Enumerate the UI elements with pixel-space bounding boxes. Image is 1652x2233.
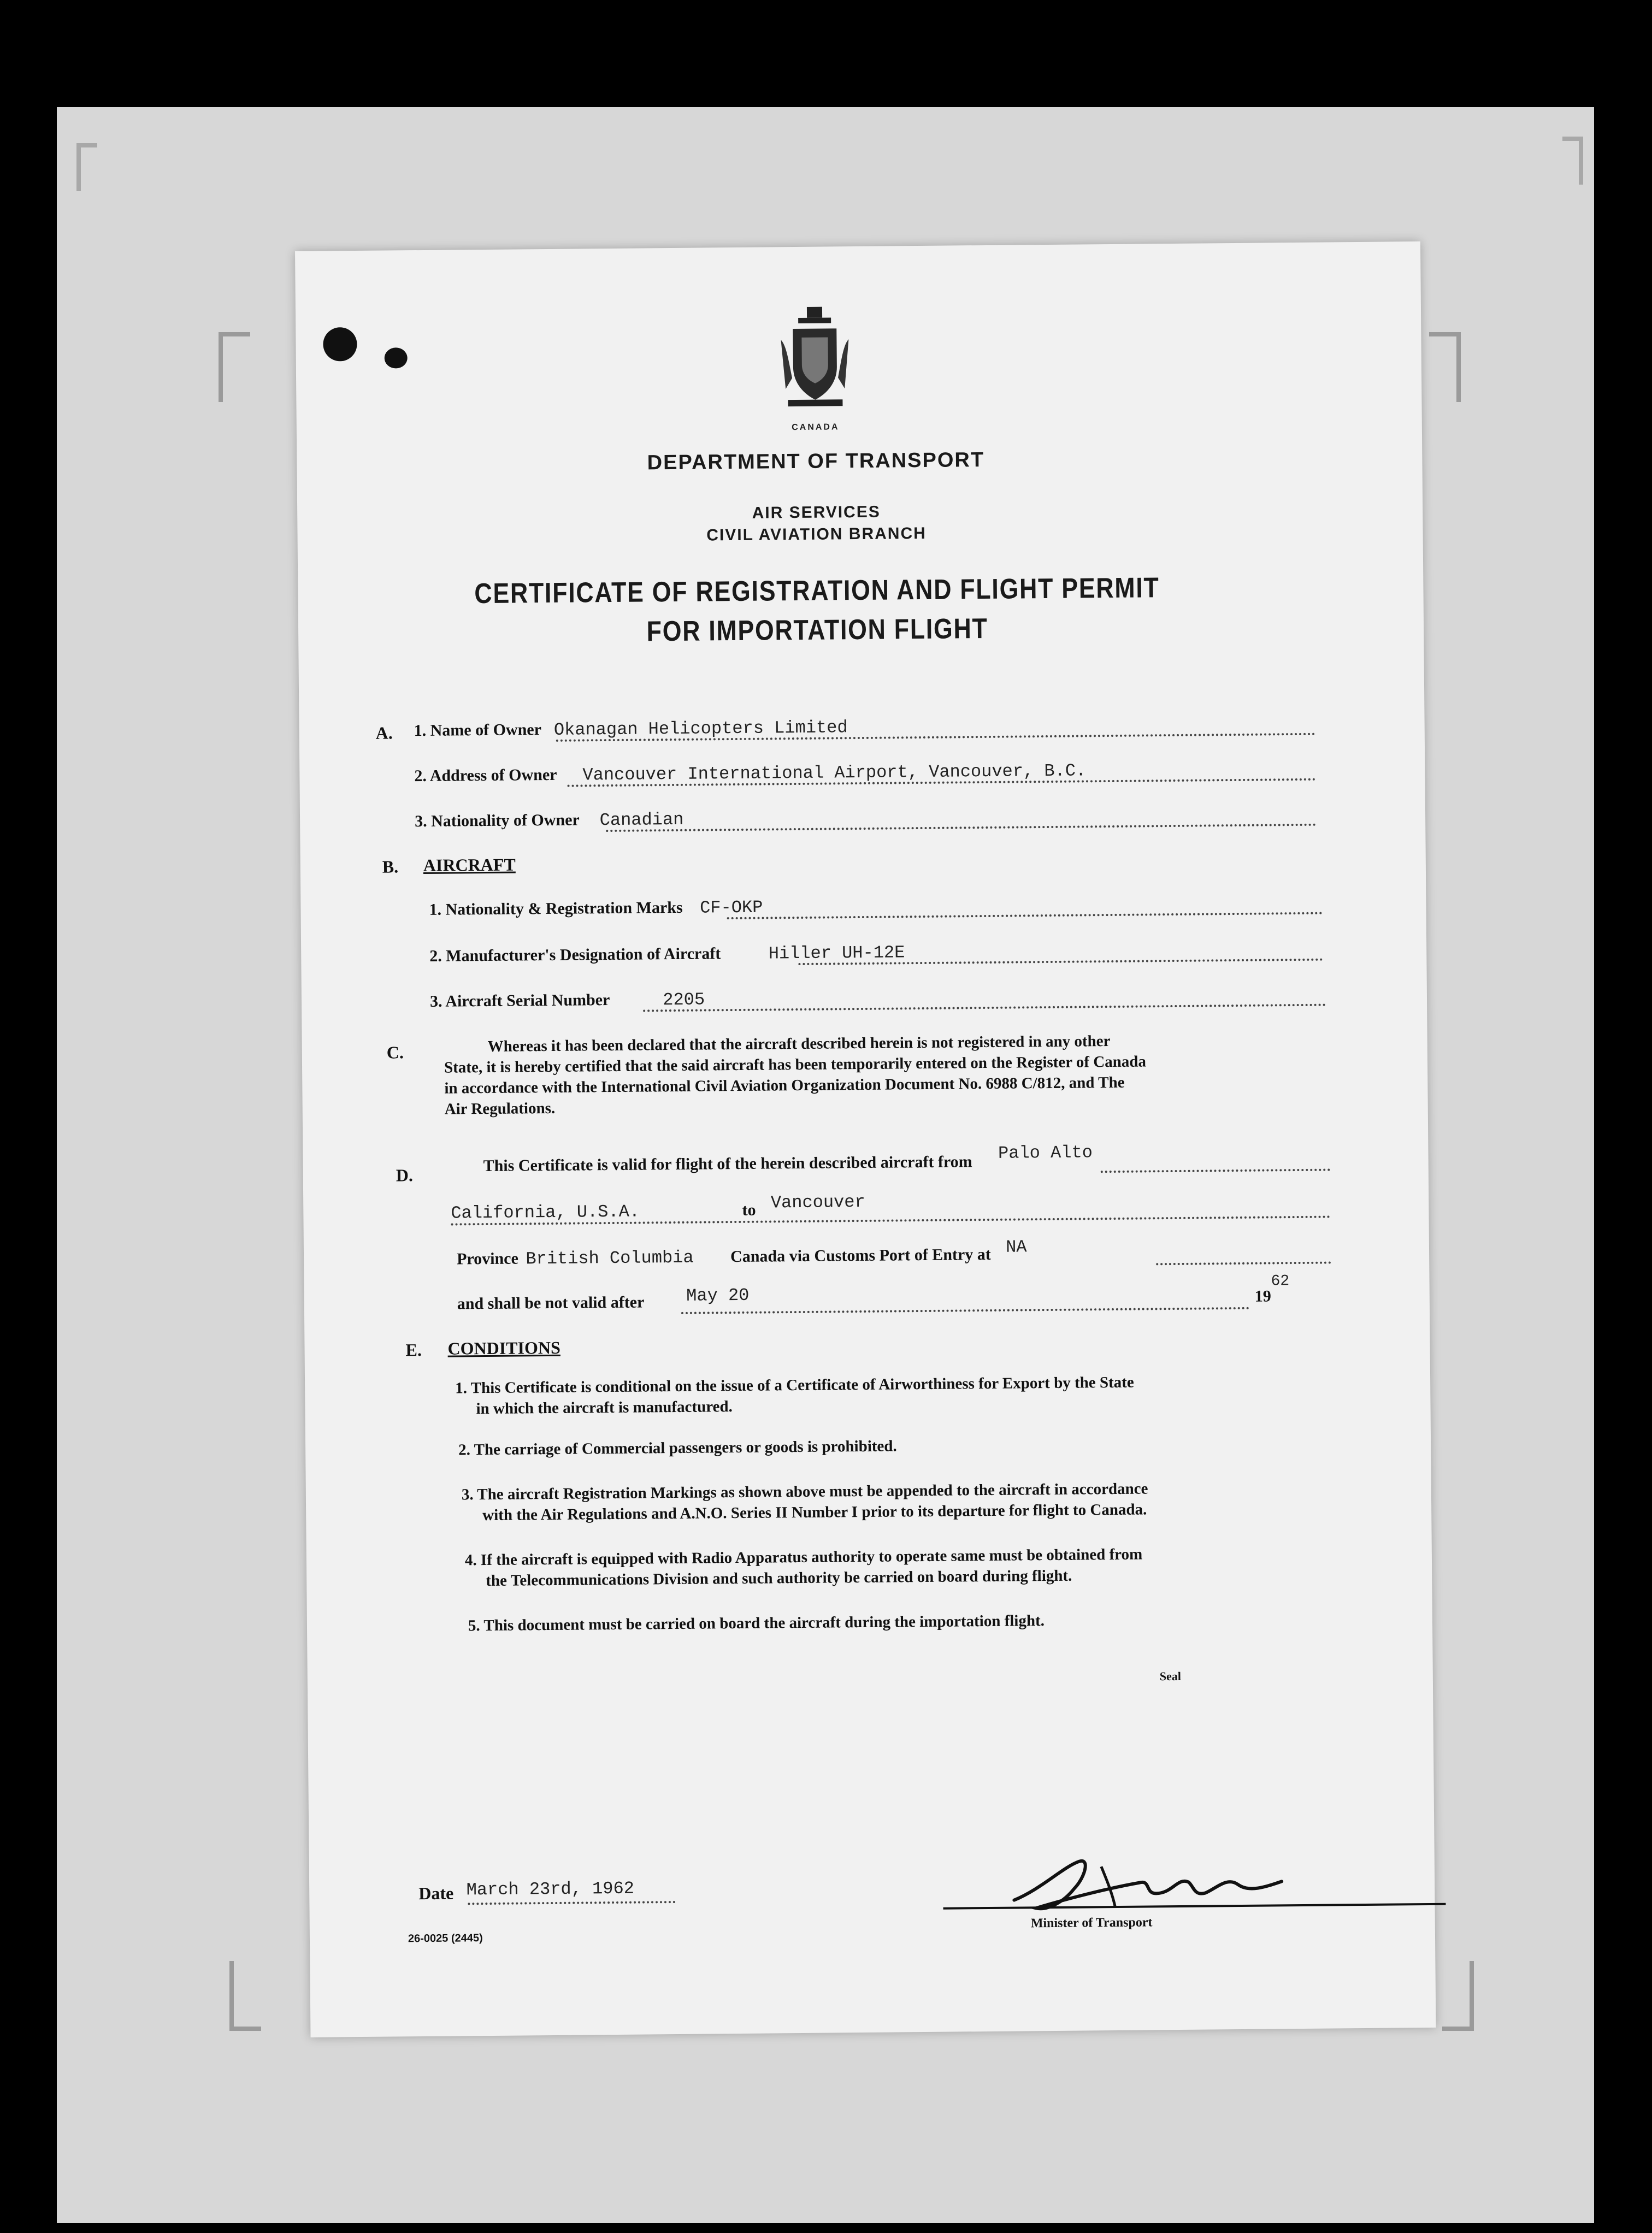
registration-marks-value: CF-OKP: [699, 897, 763, 918]
form-number: 26-0025 (2445): [408, 1932, 483, 1945]
section-c-line-2: State, it is hereby certified that the said aircraft has been temporarily entered on the Register of Canada: [444, 1053, 1147, 1077]
punch-hole: [385, 347, 408, 368]
owner-nationality-row: [415, 810, 684, 832]
registration-marks-row: [429, 897, 763, 920]
condition-1-line-2: in which the aircraft is manufactured.: [476, 1398, 733, 1418]
condition-1-line-1: 1. This Certificate is conditional on the issue of a Certificate of Airworthiness for Export by the State: [455, 1373, 1134, 1397]
owner-name-label: 1. Name of Owner: [414, 720, 541, 740]
section-e-letter: E.: [405, 1340, 422, 1360]
condition-3: [462, 1476, 1369, 1526]
province-row: [456, 1237, 1027, 1269]
service-line-2: CIVIL AVIATION BRANCH: [706, 524, 927, 545]
condition-4-line-2: the Telecommunications Division and such authority be carried on board during flight.: [486, 1567, 1072, 1590]
crop-mark-top-right-outer: [1562, 137, 1583, 185]
serial-number-row: [430, 990, 705, 1012]
not-valid-after-label: and shall be not valid after: [457, 1293, 644, 1313]
serial-number-value: 2205: [663, 989, 705, 1011]
owner-address-label: 2. Address of Owner: [414, 765, 557, 785]
punch-hole: [323, 327, 357, 362]
condition-4: [465, 1542, 1372, 1591]
from-location-dotted-line-1: [1101, 1169, 1330, 1173]
condition-3-line-1: 3. The aircraft Registration Markings as shown above must be appended to the aircraft in accordance: [461, 1480, 1148, 1504]
date-label: Date: [418, 1883, 454, 1904]
aircraft-heading: AIRCRAFT: [423, 854, 516, 875]
customs-port-value: NA: [1005, 1237, 1027, 1257]
from-location-value-1: Palo Alto: [998, 1142, 1093, 1163]
year-suffix: 62: [1271, 1273, 1290, 1290]
crop-mark-top-left: [219, 332, 250, 402]
section-c-line-1: Whereas it has been declared that the aircraft described herein is not registered in any other: [487, 1032, 1111, 1055]
owner-nationality-label: 3. Nationality of Owner: [414, 811, 580, 831]
section-c-letter: C.: [386, 1042, 404, 1062]
service-line-1: AIR SERVICES: [752, 503, 881, 522]
owner-nationality-dotted-line: [606, 824, 1316, 832]
not-valid-after-row: [457, 1285, 750, 1315]
department-title: DEPARTMENT OF TRANSPORT: [647, 448, 985, 475]
province-label: Province: [456, 1249, 519, 1268]
designation-value: Hiller UH-12E: [768, 942, 905, 964]
crop-mark-top-left-outer: [76, 143, 97, 191]
canada-coat-of-arms-icon: [776, 306, 854, 416]
section-c-line-3: in accordance with the International Civil Aviation Organization Document No. 6988 C/812, and The: [444, 1073, 1125, 1097]
condition-3-line-2: with the Air Regulations and A.N.O. Series II Number I prior to its departure for flight to Canada.: [482, 1501, 1147, 1525]
not-valid-after-dotted-line: [681, 1307, 1249, 1314]
customs-port-dotted-line: [1156, 1262, 1331, 1266]
serial-number-dotted-line: [643, 1004, 1326, 1012]
date-value: March 23rd, 1962: [466, 1878, 635, 1900]
year-field: [1254, 1273, 1290, 1307]
certificate-document: [295, 241, 1436, 2037]
to-label: to: [742, 1201, 756, 1219]
crop-mark-top-right: [1429, 332, 1461, 402]
section-d-letter: D.: [396, 1165, 414, 1185]
condition-5: 5. This document must be carried on board the aircraft during the importation flight.: [468, 1612, 1045, 1635]
minister-of-transport-label: Minister of Transport: [1030, 1915, 1153, 1931]
not-valid-after-value: May 20: [686, 1285, 750, 1306]
crop-mark-bottom-left: [229, 1961, 261, 2031]
condition-4-line-1: 4. If the aircraft is equipped with Radio Apparatus authority to operate same must be obtained from: [464, 1545, 1143, 1569]
condition-2: 2. The carriage of Commercial passengers or goods is prohibited.: [458, 1437, 897, 1459]
to-location-value: Vancouver: [770, 1191, 865, 1213]
province-value: British Columbia: [526, 1247, 694, 1269]
section-a-letter: A.: [375, 723, 393, 743]
section-c-paragraph: [444, 1029, 1341, 1119]
crest-caption: CANADA: [792, 422, 840, 433]
seal-label: Seal: [1159, 1669, 1182, 1683]
owner-name-value: Okanagan Helicopters Limited: [553, 717, 848, 740]
registration-marks-dotted-line: [727, 912, 1323, 920]
section-b-letter: B.: [382, 856, 399, 877]
document-title-line-1: CERTIFICATE OF REGISTRATION AND FLIGHT PERMIT: [474, 572, 1160, 610]
serial-number-label: 3. Aircraft Serial Number: [429, 991, 610, 1011]
registration-marks-label: 1. Nationality & Registration Marks: [429, 898, 683, 919]
owner-address-value: Vancouver International Airport, Vancouver, B.C.: [582, 760, 1087, 785]
valid-from-label: This Certificate is valid for flight of the herein described aircraft from: [483, 1153, 972, 1175]
crop-mark-bottom-right: [1442, 1961, 1474, 2031]
conditions-heading: CONDITIONS: [447, 1337, 560, 1358]
year-prefix: 19: [1254, 1287, 1271, 1305]
section-c-line-4: Air Regulations.: [444, 1099, 556, 1118]
from-location-value-2: California, U.S.A.: [451, 1201, 640, 1224]
condition-1: [455, 1370, 1362, 1419]
valid-from-row: [483, 1142, 1093, 1177]
owner-nationality-value: Canadian: [599, 809, 684, 831]
designation-label: 2. Manufacturer's Designation of Aircraft: [429, 944, 721, 965]
document-title-line-2: FOR IMPORTATION FLIGHT: [646, 612, 988, 648]
customs-port-label: Canada via Customs Port of Entry at: [730, 1245, 991, 1266]
